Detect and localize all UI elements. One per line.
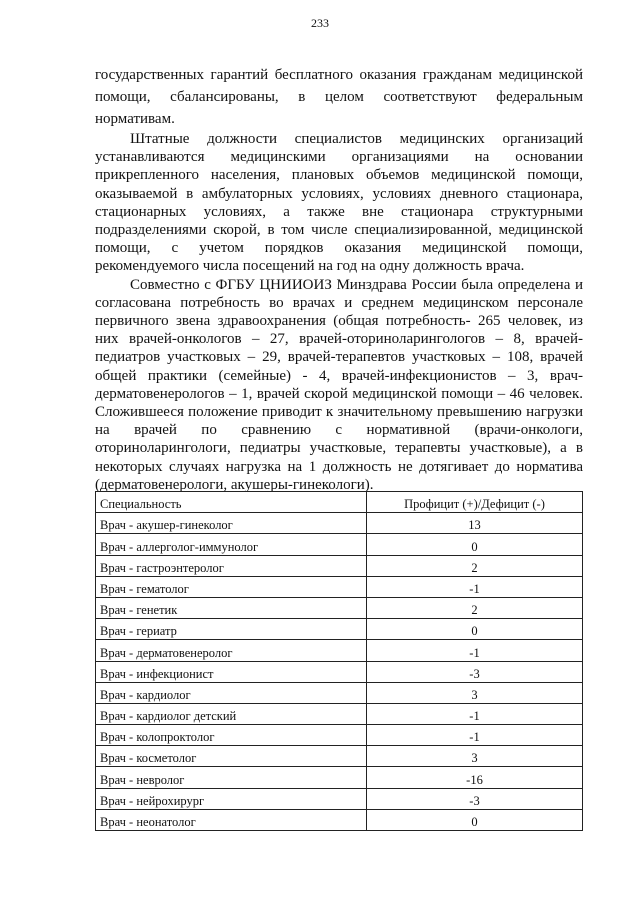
table-row <box>96 767 583 788</box>
header-specialty: Специальность <box>96 492 367 513</box>
paragraph-staffing: Штатные должности специалистов медицинских организаций устанавливаются медицинскими организациями на основании прикрепленного населения, плановых объемов медицинской помощи, оказываемой в амбулаторных условиях, условиях дневного стационара, стационарных условиях, а также вне стационара структурными подразделениями скорой, в том числе специализированной, медицинской помощи, с учетом порядков оказания медицинской помощи, рекомендуемого числа посещений на год на одну должность врача. <box>95 131 583 275</box>
cell-specialty: Врач - дерматовенеролог <box>96 640 367 661</box>
cell-balance: -1 <box>367 703 583 724</box>
cell-balance: 3 <box>367 682 583 703</box>
cell-specialty: Врач - генетик <box>96 597 367 618</box>
cell-balance: 2 <box>367 597 583 618</box>
cell-specialty: Врач - невролог <box>96 767 367 788</box>
cell-specialty: Врач - колопроктолог <box>96 725 367 746</box>
table-row <box>96 640 583 661</box>
cell-balance: -16 <box>367 767 583 788</box>
table-row <box>96 703 583 724</box>
cell-balance: 0 <box>367 619 583 640</box>
paragraph-demand: Совместно с ФГБУ ЦНИИОИЗ Минздрава России была определена и согласована потребность во врачах и среднем медицинском персонале первичного звена здравоохранения (общая потребность- 265 человек, из них врачей-онкологов – 27, врачей-оториноларингологов – 8, врачей-педиатров участковых – 29, врачей-терапевтов участковых – 108, врачей общей практики (семейные) - 4, врачей-инфекционистов – 3, врач-дерматовенерологов – 1, врачей скорой медицинской помощи – 46 человек. Сложившееся положение приводит к значительному превышению нагрузки на врачей по сравнению с нормативной (врачи-онкологи, оториноларингологи, педиатры участковые, терапевты участковые), а в некоторых случаях нагрузка на 1 должность не дотягивает до норматива (дерматовенерологи, акушеры-гинекологи). <box>95 276 583 493</box>
paragraph-continuation: государственных гарантий бесплатного оказания гражданам медицинской помощи, сбалансированы, в целом соответствуют федеральным нормативам. <box>95 67 583 127</box>
body-text <box>95 64 583 494</box>
cell-specialty: Врач - аллерголог-иммунолог <box>96 534 367 555</box>
specialty-balance-table <box>95 491 583 831</box>
cell-specialty: Врач - нейрохирург <box>96 788 367 809</box>
cell-balance: -3 <box>367 661 583 682</box>
table-row <box>96 619 583 640</box>
table-row <box>96 555 583 576</box>
table-row <box>96 788 583 809</box>
cell-balance: 2 <box>367 555 583 576</box>
cell-specialty: Врач - неонатолог <box>96 809 367 830</box>
cell-balance: -3 <box>367 788 583 809</box>
table-row <box>96 534 583 555</box>
page-number: 233 <box>311 16 329 30</box>
table-row <box>96 809 583 830</box>
cell-specialty: Врач - кардиолог <box>96 682 367 703</box>
table-header-row <box>96 492 583 513</box>
cell-balance: 13 <box>367 513 583 534</box>
cell-balance: -1 <box>367 576 583 597</box>
cell-balance: -1 <box>367 640 583 661</box>
table-row <box>96 725 583 746</box>
cell-balance: -1 <box>367 725 583 746</box>
cell-specialty: Врач - кардиолог детский <box>96 703 367 724</box>
cell-specialty: Врач - инфекционист <box>96 661 367 682</box>
cell-balance: 0 <box>367 534 583 555</box>
cell-balance: 3 <box>367 746 583 767</box>
cell-specialty: Врач - гериатр <box>96 619 367 640</box>
table-row <box>96 576 583 597</box>
cell-specialty: Врач - акушер-гинеколог <box>96 513 367 534</box>
table-row <box>96 513 583 534</box>
cell-balance: 0 <box>367 809 583 830</box>
cell-specialty: Врач - косметолог <box>96 746 367 767</box>
table-row <box>96 597 583 618</box>
cell-specialty: Врач - гематолог <box>96 576 367 597</box>
table-row <box>96 682 583 703</box>
table-row <box>96 661 583 682</box>
specialty-balance-table-container <box>95 491 583 831</box>
table-row <box>96 746 583 767</box>
cell-specialty: Врач - гастроэнтеролог <box>96 555 367 576</box>
header-balance: Профицит (+)/Дефицит (-) <box>367 492 583 513</box>
